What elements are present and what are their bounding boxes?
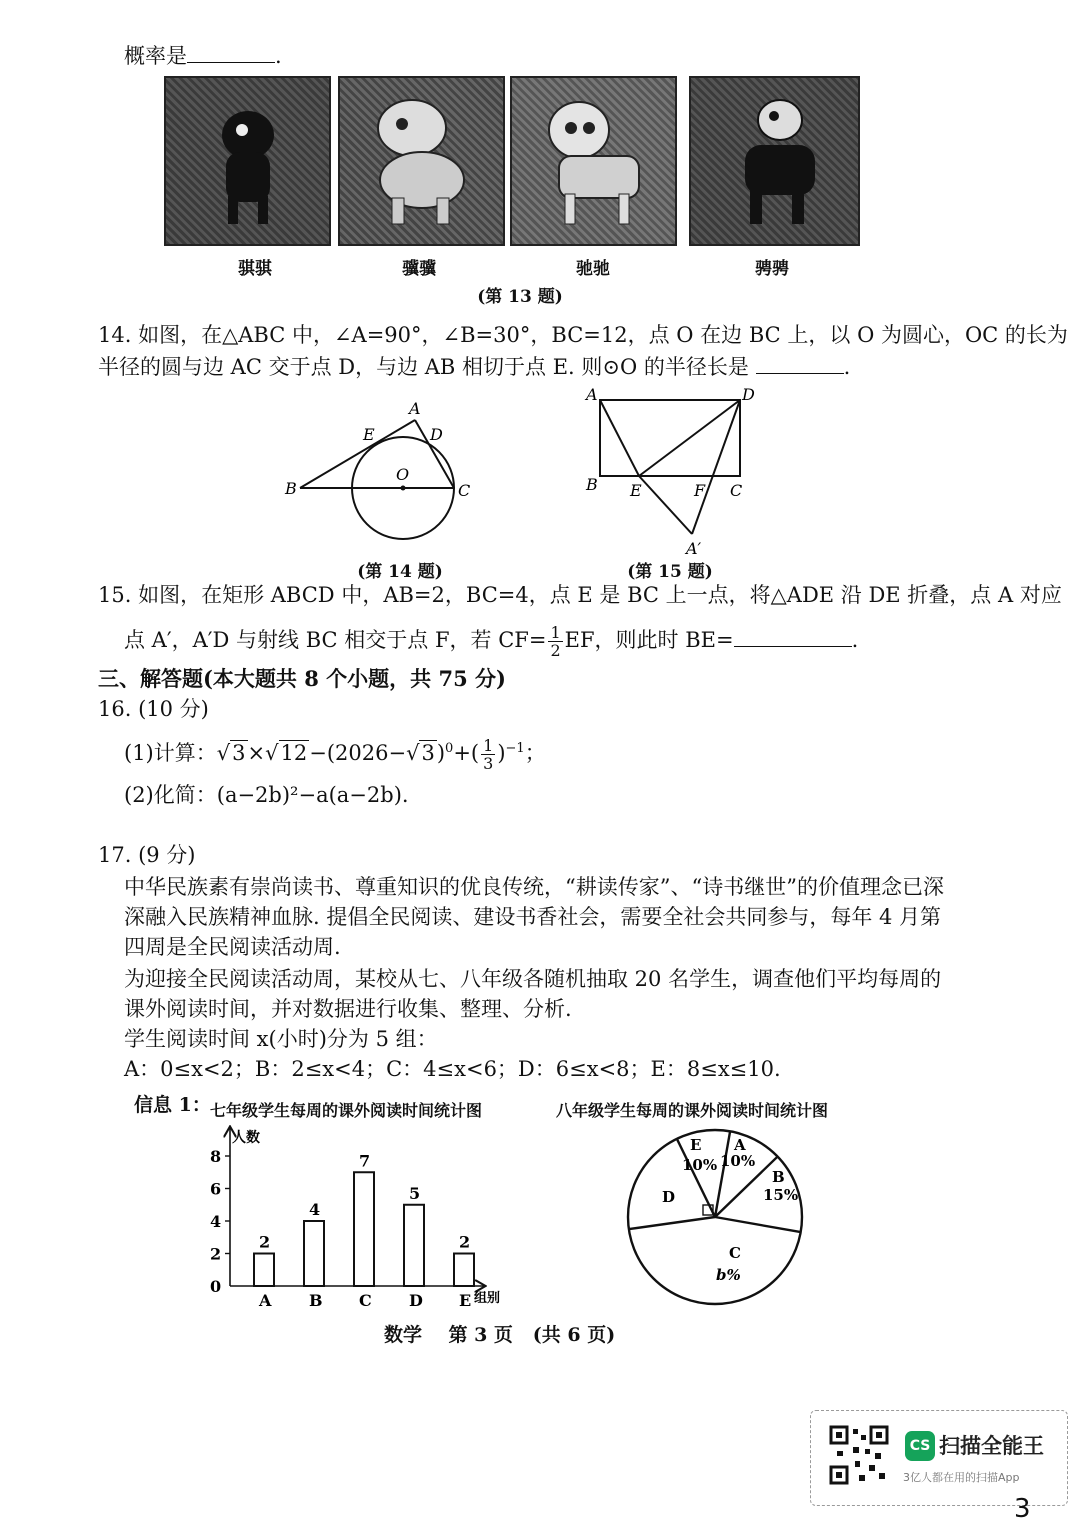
svg-text:C: C — [458, 481, 471, 500]
q13-image-3 — [510, 76, 677, 246]
y-tick-label: 8 — [210, 1147, 222, 1166]
x-axis-label: 组别 — [474, 1291, 501, 1306]
x-tick-label: A — [259, 1291, 272, 1310]
horse-figure-icon — [198, 100, 298, 230]
q15-figure — [580, 382, 770, 562]
svg-text:B: B — [586, 475, 598, 494]
q14-answer-blank — [756, 353, 844, 374]
bar-E — [454, 1254, 474, 1287]
bar-data-label: 2 — [259, 1232, 271, 1252]
q17-line: 课外阅读时间，并对数据进行收集、整理、分析. — [124, 997, 572, 1021]
cs-logo-icon: CS — [905, 1431, 935, 1461]
q16-part1: (1)计算：$√3\times√12-(2026-√3)^0+$( $\frac{1}{3}$ )$^{-1}$； — [124, 736, 546, 773]
q14-line1: 14. 如图，在△ABC 中，∠A=90°，∠B=30°，BC=12，点 O 在边 BC 上，以 O 为圆心，OC 的长为 — [98, 323, 1068, 347]
bar-data-label: 7 — [359, 1151, 371, 1171]
q13-label: (第 13 题) — [477, 287, 563, 307]
horse-figure-icon — [357, 90, 487, 230]
q13-image-4 — [689, 76, 860, 246]
y-tick-label: 0 — [210, 1277, 222, 1296]
q15-answer-blank — [734, 626, 852, 647]
q17-header: 17. (9 分) — [98, 843, 196, 867]
bar-data-label: 2 — [459, 1232, 471, 1252]
q13-image-2 — [338, 76, 505, 246]
pie-value-B: 15% — [763, 1186, 799, 1204]
q14-label: (第 14 题) — [357, 562, 443, 582]
svg-text:O: O — [396, 465, 410, 484]
q15-line1: 15. 如图，在矩形 ABCD 中，AB=2，BC=4，点 E 是 BC 上一点，将△ADE 沿 DE 折叠，点 A 对应 — [98, 583, 1062, 607]
bar-B — [304, 1221, 324, 1286]
q16-part2: (2)化简：(a−2b)²−a(a−2b). — [124, 783, 409, 807]
q13-caption-2: 骥骥 — [402, 259, 436, 279]
q17-line: 为迎接全民阅读活动周，某校从七、八年级各随机抽取 20 名学生，调查他们平均每周的 — [124, 967, 942, 991]
svg-text:A: A — [586, 385, 598, 404]
svg-text:B: B — [285, 479, 297, 498]
bar-data-label: 5 — [409, 1183, 421, 1203]
q13-image-1 — [164, 76, 331, 246]
pie-label-B: B — [772, 1168, 785, 1186]
pie-chart — [620, 1120, 820, 1320]
q13-caption-4: 骋骋 — [755, 259, 789, 279]
y-axis-label: 人数 — [232, 1130, 260, 1146]
q13-caption-1: 骐骐 — [238, 259, 272, 279]
svg-text:E: E — [363, 425, 375, 444]
info-label: 信息 1： — [134, 1094, 211, 1116]
svg-text:D: D — [742, 385, 755, 404]
bar-C — [354, 1172, 374, 1286]
x-tick-label: C — [359, 1291, 372, 1310]
q17-line: 中华民族素有崇尚读书、尊重知识的优良传统，“耕读传家”、“诗书继世”的价值理念已深 — [124, 875, 944, 899]
q16-header: 16. (10 分) — [98, 697, 209, 721]
pie-value-A: 10% — [720, 1152, 756, 1170]
q17-line: 学生阅读时间 x(小时)分为 5 组： — [124, 1027, 438, 1051]
qr-code-icon — [829, 1425, 889, 1485]
y-tick-label: 2 — [210, 1244, 222, 1264]
probability-line: 概率是 . — [124, 44, 282, 68]
bar-data-label: 4 — [309, 1200, 321, 1219]
footer: 数学 第 3 页 (共 6 页) — [384, 1324, 616, 1346]
q17-line: A：0≤x<2；B：2≤x<4；C：4≤x<6；D：6≤x<8；E：8≤x≤10. — [124, 1057, 781, 1081]
x-tick-label: D — [409, 1291, 423, 1310]
y-tick-label: 6 — [210, 1179, 222, 1199]
pie-value-C: b% — [716, 1266, 741, 1284]
pie-label-C: C — [729, 1244, 741, 1262]
pie-label-E: E — [690, 1136, 702, 1154]
q14-line2: 半径的圆与边 AC 交于点 D，与边 AB 相切于点 E. 则⊙O 的半径长是 . — [98, 355, 851, 379]
bar-chart — [200, 1120, 510, 1320]
x-tick-label: E — [459, 1291, 472, 1310]
pie-label-D: D — [662, 1188, 676, 1206]
x-tick-label: B — [309, 1291, 323, 1310]
svg-text:D: D — [430, 425, 443, 444]
section3-title: 三、解答题(本大题共 8 个小题，共 75 分) — [98, 666, 506, 691]
q14-figure — [280, 392, 480, 552]
watermark-tagline: 3亿人都在用的扫描App — [903, 1471, 1020, 1484]
page-number: 3 — [1014, 1494, 1031, 1524]
pie-label-A: A — [734, 1136, 746, 1154]
pie-value-E: 10% — [682, 1156, 718, 1174]
svg-text:E: E — [630, 481, 642, 500]
q13-caption-3: 驰驰 — [576, 259, 610, 279]
pie-chart-title: 八年级学生每周的课外阅读时间统计图 — [556, 1101, 829, 1120]
y-tick-label: 4 — [210, 1212, 222, 1231]
svg-text:C: C — [730, 481, 743, 500]
scanner-watermark — [810, 1410, 1068, 1506]
svg-text:A′: A′ — [686, 539, 702, 558]
horse-figure-icon — [710, 90, 840, 230]
q17-line: 四周是全民阅读活动周. — [124, 935, 341, 959]
bar-D — [404, 1205, 424, 1286]
q15-line2: 点 A′，A′D 与射线 BC 相交于点 F，若 CF= $\frac{1}{2}$ EF，则此时 BE= . — [124, 623, 859, 660]
horse-figure-icon — [529, 90, 659, 230]
q17-line: 深融入民族精神血脉. 提倡全民阅读、建设书香社会，需要全社会共同参与，每年 4 月第 — [124, 905, 942, 929]
bar-A — [254, 1254, 274, 1287]
q15-label: (第 15 题) — [627, 562, 713, 582]
watermark-name: 扫描全能王 — [939, 1434, 1044, 1458]
svg-text:F: F — [694, 481, 706, 500]
svg-text:A: A — [409, 399, 421, 418]
bar-chart-title: 七年级学生每周的课外阅读时间统计图 — [210, 1101, 483, 1120]
